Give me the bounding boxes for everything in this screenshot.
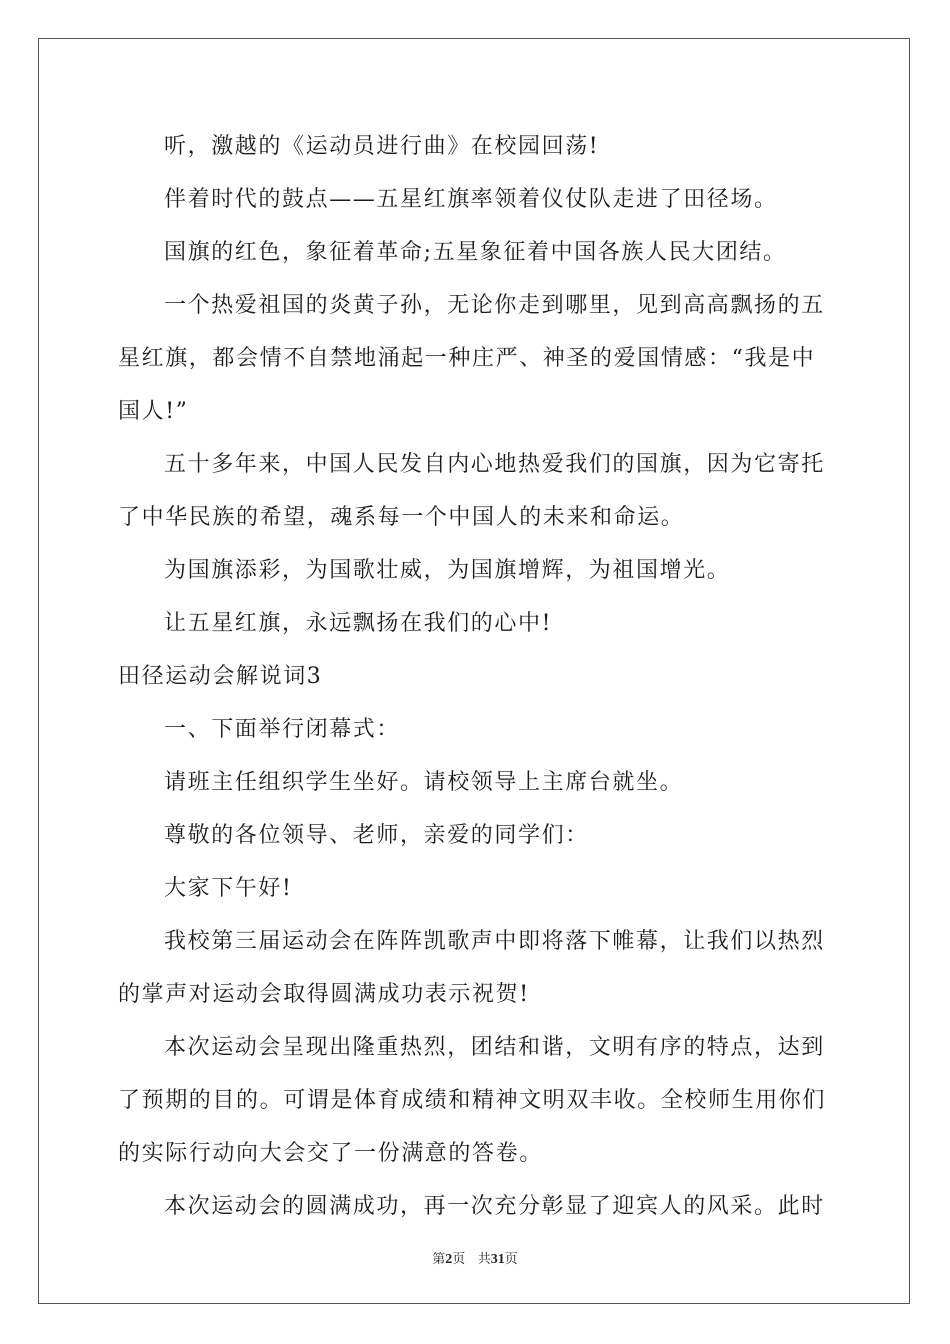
paragraph-line: 国人!” <box>118 399 189 424</box>
paragraph-line: 本次运动会呈现出隆重热烈，团结和谐，文明有序的特点，达到 <box>164 1035 825 1060</box>
paragraph-line: 大家下午好! <box>164 876 293 901</box>
paragraph-line: 了预期的目的。可谓是体育成绩和精神文明双丰收。全校师生用你们 <box>118 1088 827 1113</box>
page-suffix: 页 <box>452 1252 466 1267</box>
paragraph-line: 听，激越的《运动员进行曲》在校园回荡! <box>164 134 600 159</box>
paragraph-line: 一、下面举行闭幕式： <box>164 717 401 742</box>
paragraph-line: 请班主任组织学生坐好。请校领导上主席台就坐。 <box>164 770 684 795</box>
page-prefix: 第 <box>432 1252 446 1267</box>
paragraph-line: 五十多年来，中国人民发自内心地热爱我们的国旗，因为它寄托 <box>164 452 825 477</box>
paragraph-line: 一个热爱祖国的炎黄子孙，无论你走到哪里，见到高高飘扬的五 <box>164 293 825 318</box>
document-body <box>118 128 834 1226</box>
paragraph-line: 的实际行动向大会交了一份满意的答卷。 <box>118 1141 543 1166</box>
paragraph-line: 国旗的红色，象征着革命;五星象征着中国各族人民大团结。 <box>164 240 787 265</box>
section-heading: 田径运动会解说词3 <box>118 664 323 689</box>
paragraph-line: 我校第三届运动会在阵阵凯歌声中即将落下帷幕，让我们以热烈 <box>164 929 825 954</box>
paragraph-line: 为国旗添彩，为国歌壮威，为国旗增辉，为祖国增光。 <box>164 558 731 583</box>
total-suffix: 页 <box>504 1252 518 1267</box>
paragraph-line: 伴着时代的鼓点——五星红旗率领着仪仗队走进了田径场。 <box>164 187 778 212</box>
paragraph-line: 的掌声对运动会取得圆满成功表示祝贺! <box>118 982 530 1007</box>
page-number: 2 <box>445 1252 453 1267</box>
paragraph-line: 让五星红旗，永远飘扬在我们的心中! <box>164 611 553 636</box>
total-prefix: 共 <box>477 1252 491 1267</box>
paragraph-line: 本次运动会的圆满成功，再一次充分彰显了迎宾人的风采。此时 <box>164 1194 825 1219</box>
paragraph-line: 尊敬的各位领导、老师，亲爱的同学们： <box>164 823 589 848</box>
paragraph-line: 星红旗，都会情不自禁地涌起一种庄严、神圣的爱国情感：“我是中 <box>118 346 816 371</box>
paragraph-line: 了中华民族的希望，魂系每一个中国人的未来和命运。 <box>118 505 685 530</box>
page-footer <box>0 1248 950 1268</box>
total-pages: 31 <box>490 1252 505 1267</box>
